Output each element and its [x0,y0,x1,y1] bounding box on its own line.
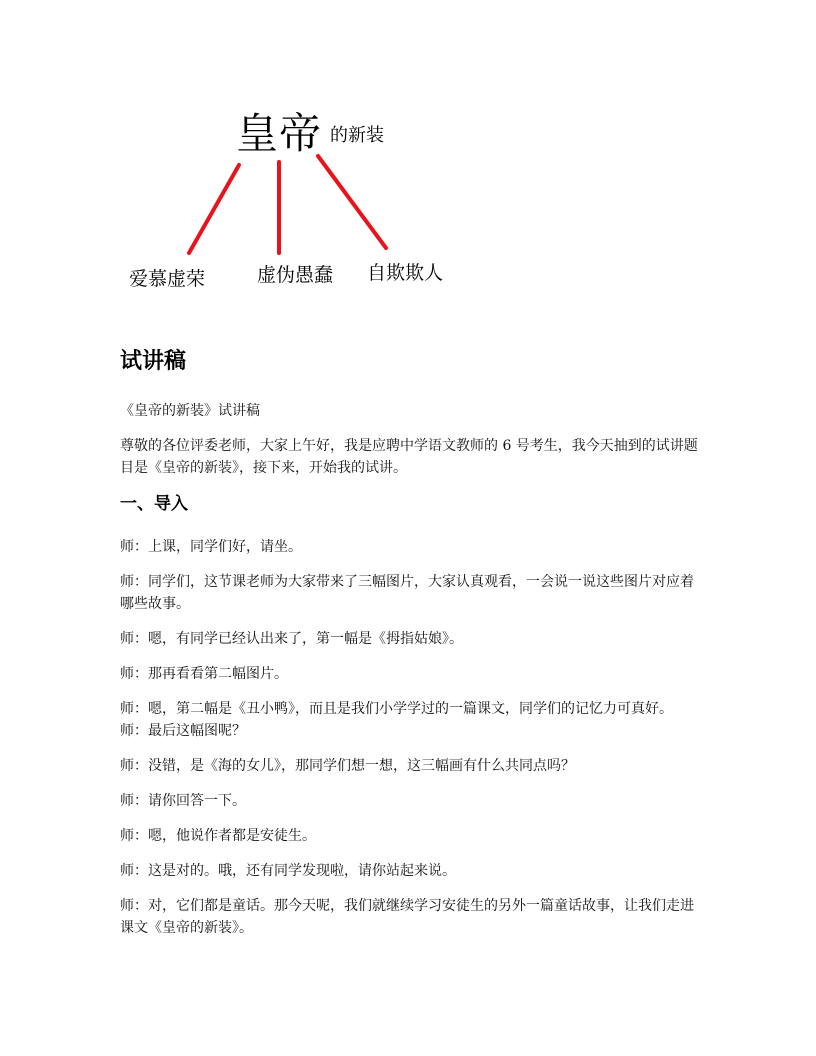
dialogue-paragraph: 师：嗯，他说作者都是安徒生。 [120,828,316,844]
dialogue-paragraph: 师：没错，是《海的女儿》，那同学们想一想，这三幅画有什么共同点吗？ [120,758,575,774]
character-diagram [0,0,816,330]
dialogue-paragraph: 师：同学们，这节课老师为大家带来了三幅图片，大家认真观看，一会说一说这些图片对应着哪些故事。 [120,574,694,612]
intro-paragraph: 尊敬的各位评委老师，大家上午好，我是应聘中学语文教师的 6 号考生，我今天抽到的试讲题目是《皇帝的新装》，接下来，开始我的试讲。 [120,438,698,476]
dialogue-paragraph: 师：这是对的。哦，还有同学发现啦，请你站起来说。 [120,863,456,879]
branch-line-right [318,156,386,248]
dialogue-paragraph: 师：对，它们都是童话。那今天呢，我们就继续学习安徒生的另外一篇童话故事，让我们走进课文《皇帝的新装》。 [120,898,694,936]
branch-label-2: 虚伪愚蠢 [257,264,334,286]
page-title: 试讲稿 [120,349,187,374]
branch-label-3: 自欺欺人 [367,262,444,284]
dialogue-paragraph: 师：那再看看第二幅图片。 [120,666,288,682]
section-heading-intro: 一、导入 [120,494,188,514]
branch-line-left [189,165,239,253]
diagram-title-suffix: 的新装 [330,125,384,146]
document-subtitle: 《皇帝的新装》试讲稿 [120,403,260,419]
dialogue-paragraph: 师：嗯，第二幅是《丑小鸭》，而且是我们小学学过的一篇课文，同学们的记忆力可真好。师：最后这幅图呢？ [120,701,673,739]
dialogue-paragraph: 师：请你回答一下。 [120,793,246,809]
dialogue-paragraph: 师：嗯，有同学已经认出来了，第一幅是《拇指姑娘》。 [120,631,463,647]
diagram-title-main: 皇帝 [236,109,323,158]
branch-label-1: 爱慕虚荣 [129,268,206,290]
document-body [120,346,698,952]
dialogue-paragraph: 师：上课，同学们好，请坐。 [120,539,302,555]
